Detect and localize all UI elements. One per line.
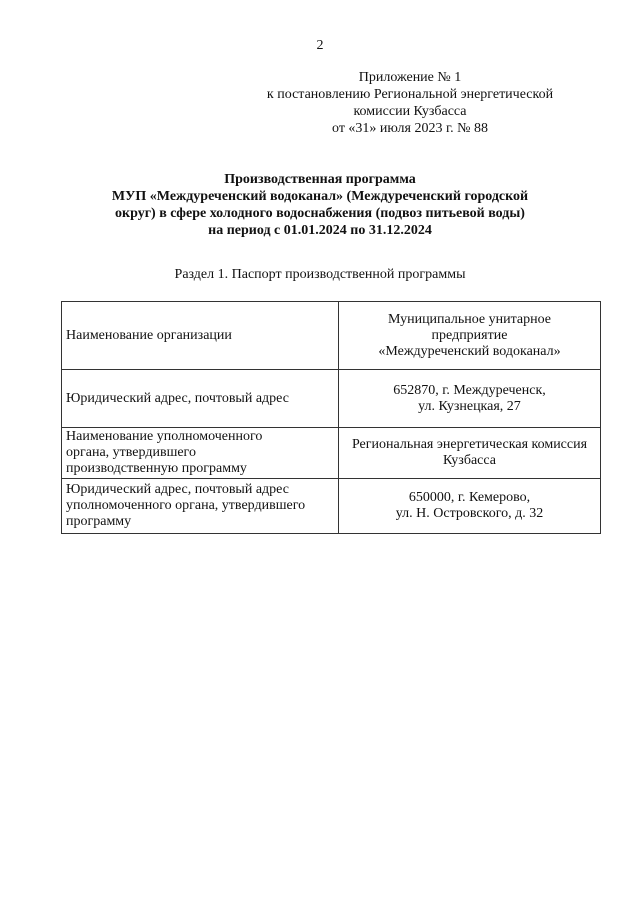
value-line: 652870, г. Междуреченск, (393, 382, 546, 398)
section-heading: Раздел 1. Паспорт производственной программы (174, 267, 466, 282)
appendix-line: от «31» июля 2023 г. № 88 (332, 121, 488, 136)
value-line: Региональная энергетическая комиссия (351, 437, 588, 452)
label-line: уполномоченного органа, утвердившего (66, 498, 306, 513)
value-line: «Междуреченский водоканал» (378, 343, 561, 359)
label-line: производственную программу (66, 461, 247, 476)
appendix-block (190, 69, 630, 137)
table-row (62, 370, 601, 428)
row-label (62, 428, 339, 479)
passport-table (61, 301, 601, 534)
program-title-line: округ) в сфере холодного водоснабжения (подвоз питьевой воды) (115, 206, 525, 221)
table-row (62, 479, 601, 534)
label-line: Наименование уполномоченного (66, 429, 263, 444)
page-number: 2 (316, 38, 324, 53)
label-line: Наименование организации (66, 327, 232, 343)
program-title-line: на период с 01.01.2024 по 31.12.2024 (208, 223, 432, 238)
table-row (62, 428, 601, 479)
value-line: предприятие (431, 327, 508, 343)
row-label (62, 302, 339, 370)
program-title-line: Производственная программа (224, 172, 416, 187)
program-title (40, 171, 600, 239)
appendix-line: Приложение № 1 (358, 70, 462, 85)
row-value (339, 302, 601, 370)
label-line: органа, утвердившего (66, 445, 196, 460)
label-line: Юридический адрес, почтовый адрес (66, 390, 289, 406)
value-line: Кузбасса (443, 453, 496, 468)
label-line: программу (66, 514, 132, 529)
value-line: Муниципальное унитарное (387, 311, 551, 327)
row-value (339, 428, 601, 479)
row-value (339, 479, 601, 534)
value-line: 650000, г. Кемерово, (408, 490, 531, 505)
appendix-line: комиссии Кузбасса (353, 104, 467, 119)
appendix-line: к постановлению Региональной энергетической (266, 87, 554, 102)
label-line: Юридический адрес, почтовый адрес (66, 482, 289, 497)
program-title-line: МУП «Междуреченский водоканал» (Междуреченский городской (111, 189, 529, 204)
row-label (62, 479, 339, 534)
row-label (62, 370, 339, 428)
table-row (62, 302, 601, 370)
row-value (339, 370, 601, 428)
value-line: ул. Н. Островского, д. 32 (395, 506, 544, 521)
value-line: ул. Кузнецкая, 27 (418, 398, 521, 414)
